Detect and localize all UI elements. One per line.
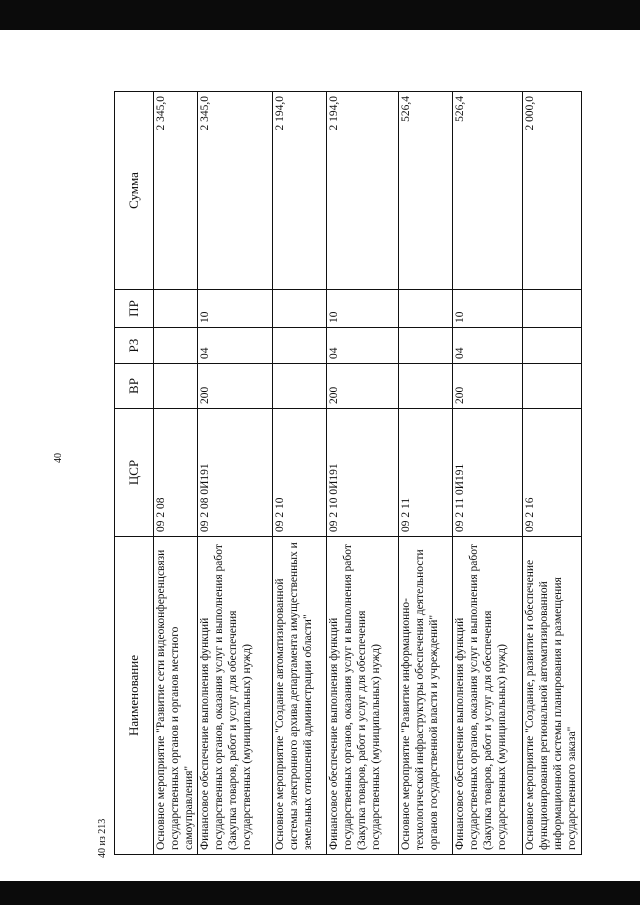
cell-name: Основное мероприятие "Развитие сети видеоконференцсвязи государственных органов и органов местного самоуправления" xyxy=(154,537,198,855)
cell-rz xyxy=(399,328,453,364)
cell-csr: 09 2 10 xyxy=(273,409,327,537)
table-row xyxy=(327,92,399,855)
cell-csr: 09 2 11 0И191 xyxy=(453,409,523,537)
cell-name: Основное мероприятие "Создание, развитие и обеспечение функционирования региональной автоматизированной информационной системы планирования и размещения государственного заказа" xyxy=(523,537,581,855)
cell-csr: 09 2 11 xyxy=(399,409,453,537)
cell-name: Финансовое обеспечение выполнения функций государственных органов, оказания услуг и выполнения работ (Закупка товаров, работ и услуг для обеспечения государственных (муниципальных) нужд) xyxy=(198,537,273,855)
cell-sum: 2 194,0 xyxy=(327,92,399,290)
cell-pr xyxy=(154,290,198,328)
cell-vr: 200 xyxy=(327,364,399,409)
table-row xyxy=(453,92,523,855)
cell-sum: 526,4 xyxy=(453,92,523,290)
header-pr: ПР xyxy=(115,290,154,328)
scan-border-bottom xyxy=(0,881,640,905)
cell-vr xyxy=(523,364,581,409)
cell-pr xyxy=(273,290,327,328)
table-header-row xyxy=(115,92,154,855)
cell-rz xyxy=(273,328,327,364)
table-row xyxy=(154,92,198,855)
cell-name: Финансовое обеспечение выполнения функций государственных органов, оказания услуг и выполнения работ (Закупка товаров, работ и услуг для обеспечения государственных (муниципальных) нужд) xyxy=(453,537,523,855)
cell-vr: 200 xyxy=(453,364,523,409)
cell-vr xyxy=(273,364,327,409)
cell-pr: 10 xyxy=(453,290,523,328)
cell-pr xyxy=(399,290,453,328)
cell-vr xyxy=(154,364,198,409)
cell-csr: 09 2 08 0И191 xyxy=(198,409,273,537)
cell-sum: 2 345,0 xyxy=(198,92,273,290)
cell-rz xyxy=(154,328,198,364)
cell-rz: 04 xyxy=(198,328,273,364)
cell-name: Основное мероприятие "Развитие информационно-технологической инфраструктуры обеспечения деятельности органов государственной власти и учреждений" xyxy=(399,537,453,855)
budget-table xyxy=(114,91,582,855)
cell-rz: 04 xyxy=(453,328,523,364)
rotated-page xyxy=(114,92,578,855)
cell-name: Основное мероприятие "Создание автоматизированной системы электронного архива департамента имущественных и земельных отношений администрации области" xyxy=(273,537,327,855)
table-row xyxy=(273,92,327,855)
cell-name: Финансовое обеспечение выполнения функций государственных органов, оказания услуг и выполнения работ (Закупка товаров, работ и услуг для обеспечения государственных (муниципальных) нужд) xyxy=(327,537,399,855)
header-vr: ВР xyxy=(115,364,154,409)
cell-sum: 2 345,0 xyxy=(154,92,198,290)
table-row xyxy=(523,92,581,855)
cell-pr: 10 xyxy=(198,290,273,328)
cell-rz xyxy=(523,328,581,364)
table-row xyxy=(399,92,453,855)
header-sum: Сумма xyxy=(115,92,154,290)
cell-vr xyxy=(399,364,453,409)
scan-border-top xyxy=(0,0,640,30)
cell-pr xyxy=(523,290,581,328)
cell-sum: 526,4 xyxy=(399,92,453,290)
page-number: 40 xyxy=(53,453,64,463)
cell-csr: 09 2 10 0И191 xyxy=(327,409,399,537)
cell-sum: 2 000,0 xyxy=(523,92,581,290)
page-counter: 40 из 213 xyxy=(97,818,108,858)
cell-vr: 200 xyxy=(198,364,273,409)
cell-sum: 2 194,0 xyxy=(273,92,327,290)
cell-rz: 04 xyxy=(327,328,399,364)
cell-csr: 09 2 16 xyxy=(523,409,581,537)
header-csr: ЦСР xyxy=(115,409,154,537)
cell-pr: 10 xyxy=(327,290,399,328)
header-name: Наименование xyxy=(115,537,154,855)
cell-csr: 09 2 08 xyxy=(154,409,198,537)
header-rz: РЗ xyxy=(115,328,154,364)
table-row xyxy=(198,92,273,855)
